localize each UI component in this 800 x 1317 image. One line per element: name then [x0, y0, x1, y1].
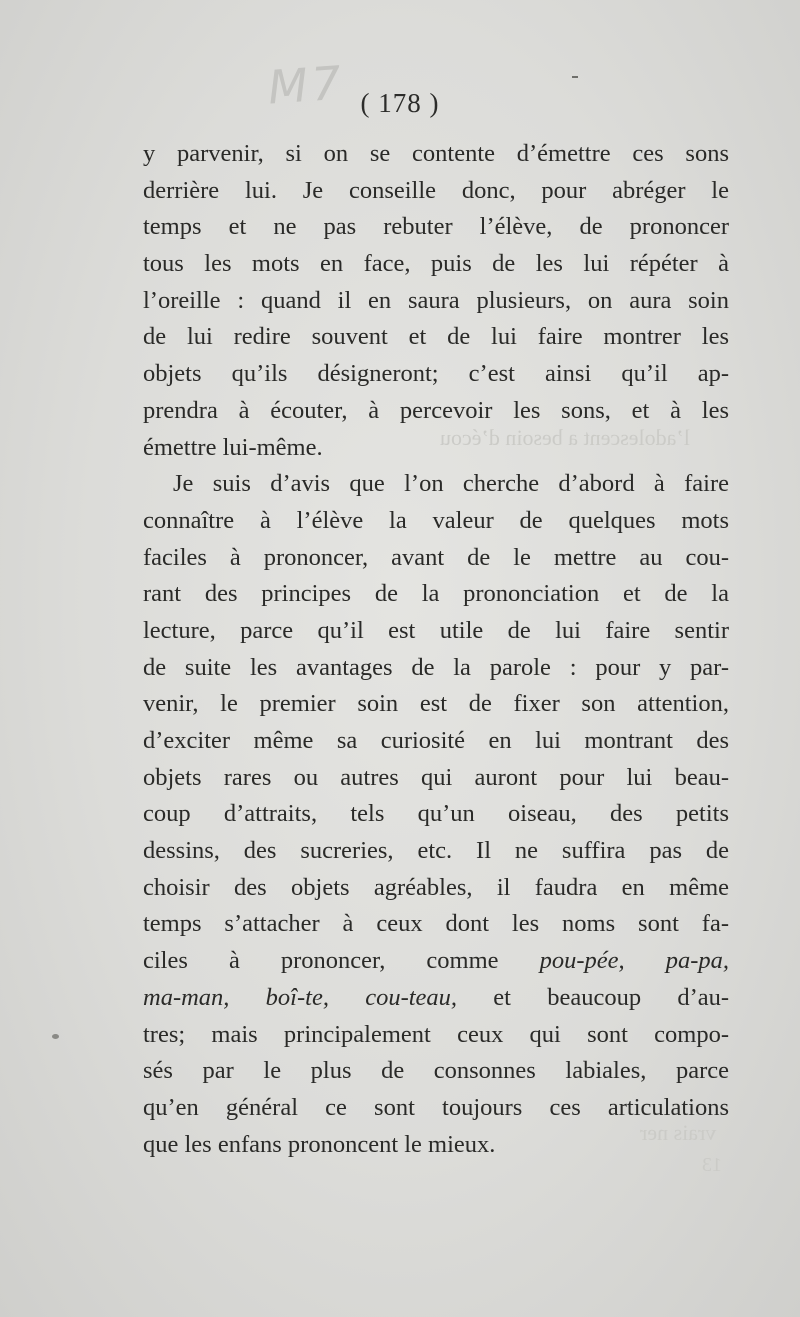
text-line: objets qu’ils désigneront; c’est ainsi qu’il ap-: [143, 360, 729, 388]
text-line: d’exciter même sa curiosité en lui montrant des: [143, 727, 729, 754]
text-line: de suite les avantages de la parole : pour y par-: [143, 653, 729, 681]
text-line: prendra à écouter, à percevoir les sons, et à les: [143, 396, 729, 424]
bleed-through-text: 13: [702, 1154, 722, 1176]
text-segment: [329, 984, 365, 1011]
ink-speck: [52, 1034, 59, 1039]
italic-word: cou-teau,: [365, 983, 458, 1011]
text-segment: [229, 984, 265, 1011]
text-line: temps s’attacher à ceux dont les noms sont fa-: [143, 910, 729, 938]
text-line: coup d’attraits, tels qu’un oiseau, des petits: [143, 800, 729, 828]
text-line: derrière lui. Je conseille donc, pour abréger le: [143, 176, 729, 204]
text-segment: ciles à prononcer, comme: [143, 947, 540, 975]
italic-word: pou-pée,: [539, 947, 625, 975]
text-line: dessins, des sucreries, etc. Il ne suffira pas de: [143, 837, 729, 865]
text-line: tres; mais principalement ceux qui sont compo-: [143, 1020, 729, 1048]
text-line: objets rares ou autres qui auront pour lui beau-: [143, 763, 729, 791]
bleed-through-text: l’adolescent a besoin d’écou: [440, 425, 690, 450]
italic-word: boî-te,: [265, 983, 329, 1011]
text-line: l’oreille : quand il en saura plusieurs, on aura soin: [143, 286, 729, 314]
text-line: faciles à prononcer, avant de le mettre au cou-: [143, 543, 729, 571]
pencil-annotation: M7: [266, 55, 347, 115]
text-line: sés par le plus de consonnes labiales, parce: [143, 1057, 729, 1085]
text-line: qu’en général ce sont toujours ces articulations: [143, 1093, 729, 1121]
text-line: émettre lui-même.: [143, 433, 323, 461]
text-segment: [625, 947, 666, 974]
bleed-through-text: vrais ner: [640, 1120, 717, 1145]
italic-word: pa-pa,: [665, 947, 729, 975]
text-line: de lui redire souvent et de lui faire montrer les: [143, 323, 729, 351]
text-line: y parvenir, si on se contente d’émettre ces sons: [143, 140, 729, 167]
page-number: ( 178 ): [360, 88, 440, 118]
italic-word: ma-man,: [143, 983, 230, 1011]
text-line: choisir des objets agréables, il faudra en même: [143, 873, 729, 901]
text-line: rant des principes de la prononciation et de la: [143, 580, 729, 608]
text-line: [143, 943, 729, 980]
text-line: [143, 980, 729, 1017]
text-line: tous les mots en face, puis de les lui répéter à: [143, 250, 729, 278]
ink-speck: [572, 76, 578, 78]
text-line: temps et ne pas rebuter l’élève, de prononcer: [143, 213, 729, 241]
body-text: [143, 136, 729, 1163]
text-segment: et beaucoup d’au-: [457, 983, 730, 1011]
text-line: que les enfans prononcent le mieux.: [143, 1130, 496, 1158]
text-line: lecture, parce qu’il est utile de lui faire sentir: [143, 616, 729, 644]
text-line: venir, le premier soin est de fixer son attention,: [143, 690, 729, 718]
text-line: connaître à l’élève la valeur de quelques mots: [143, 506, 729, 534]
text-line: Je suis d’avis que l’on cherche d’abord à faire: [173, 470, 729, 498]
